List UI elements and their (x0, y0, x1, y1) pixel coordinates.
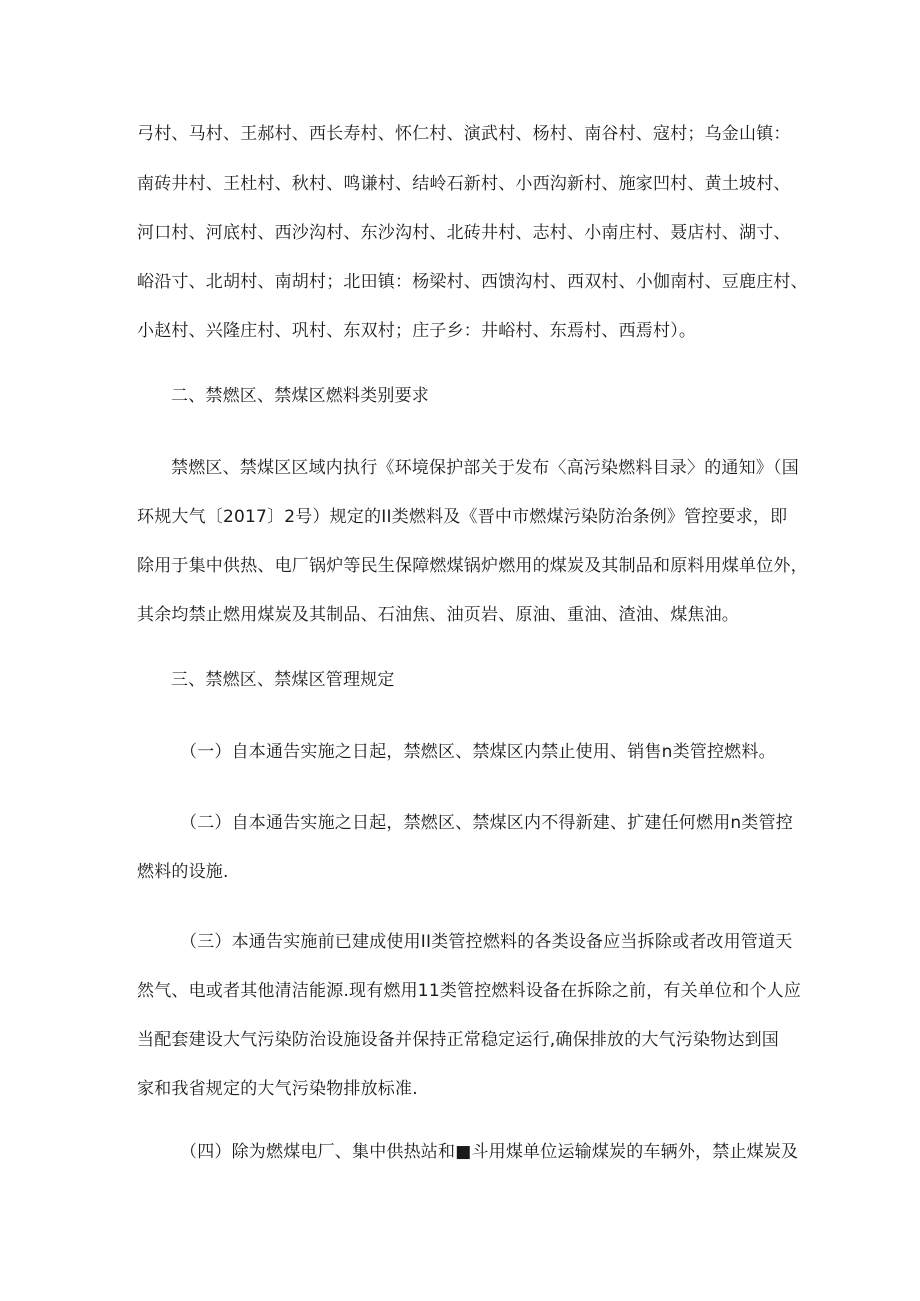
text-line: 小赵村、兴隆庄村、巩村、东双村；庄子乡：井峪村、东焉村、西焉村）。 (137, 321, 697, 341)
text-line: （四）除为燃煤电厂、集中供热站和■斗用煤单位运输煤炭的车辆外，禁止煤炭及 (180, 1142, 799, 1162)
text-line: 禁燃区、禁煤区区域内执行《环境保护部关于发布〈高污染燃料目录〉的通知》（国 (171, 458, 799, 478)
text-line: 南砖井村、王杜村、秋村、鸣谦村、结岭石新村、小西沟新村、施家凹村、黄土坡村、 (137, 174, 791, 194)
text-line: 除用于集中供热、电厂锅炉等民生保障燃煤锅炉燃用的煤炭及其制品和原料用煤单位外， (137, 556, 808, 576)
text-line: 燃料的设施. (137, 862, 229, 882)
text-line: （三）本通告实施前已建成使用II类管控燃料的各类设备应当拆除或者改用管道天 (180, 932, 793, 952)
text-line: 家和我省规定的大气污染物排放标准. (137, 1079, 418, 1099)
section-heading: 三、禁燃区、禁煤区管理规定 (171, 670, 395, 690)
text-line: 环规大气〔2017〕2号）规定的II类燃料及《晋中市燃煤污染防治条例》管控要求，即 (137, 507, 788, 527)
text-line: 其余均禁止燃用煤炭及其制品、石油焦、油页岩、原油、重油、渣油、煤焦油。 (137, 605, 739, 625)
text-line: （一）自本通告实施之日起，禁燃区、禁煤区内禁止使用、销售n类管控燃料。 (180, 742, 776, 762)
text-line: 然气、电或者其他清洁能源.现有燃用11类管控燃料设备在拆除之前，有关单位和个人应 (137, 981, 802, 1001)
text-line: 弓村、马村、王郝村、西长寿村、怀仁村、演武村、杨村、南谷村、寇村；乌金山镇： (137, 124, 791, 144)
section-heading: 二、禁燃区、禁煤区燃料类别要求 (171, 386, 429, 406)
text-line: 河口村、河底村、西沙沟村、东沙沟村、北砖井村、志村、小南庄村、聂店村、湖寸、 (137, 223, 791, 243)
text-line: 峪沿寸、北胡村、南胡村；北田镇：杨梁村、西馈沟村、西双村、小伽南村、豆鹿庄村、 (137, 272, 808, 292)
text-line: （二）自本通告实施之日起，禁燃区、禁煤区内不得新建、扩建任何燃用n类管控 (180, 813, 793, 833)
text-line: 当配套建设大气污染防治设施设备并保持正常稳定运行,确保排放的大气污染物达到国 (137, 1030, 780, 1050)
